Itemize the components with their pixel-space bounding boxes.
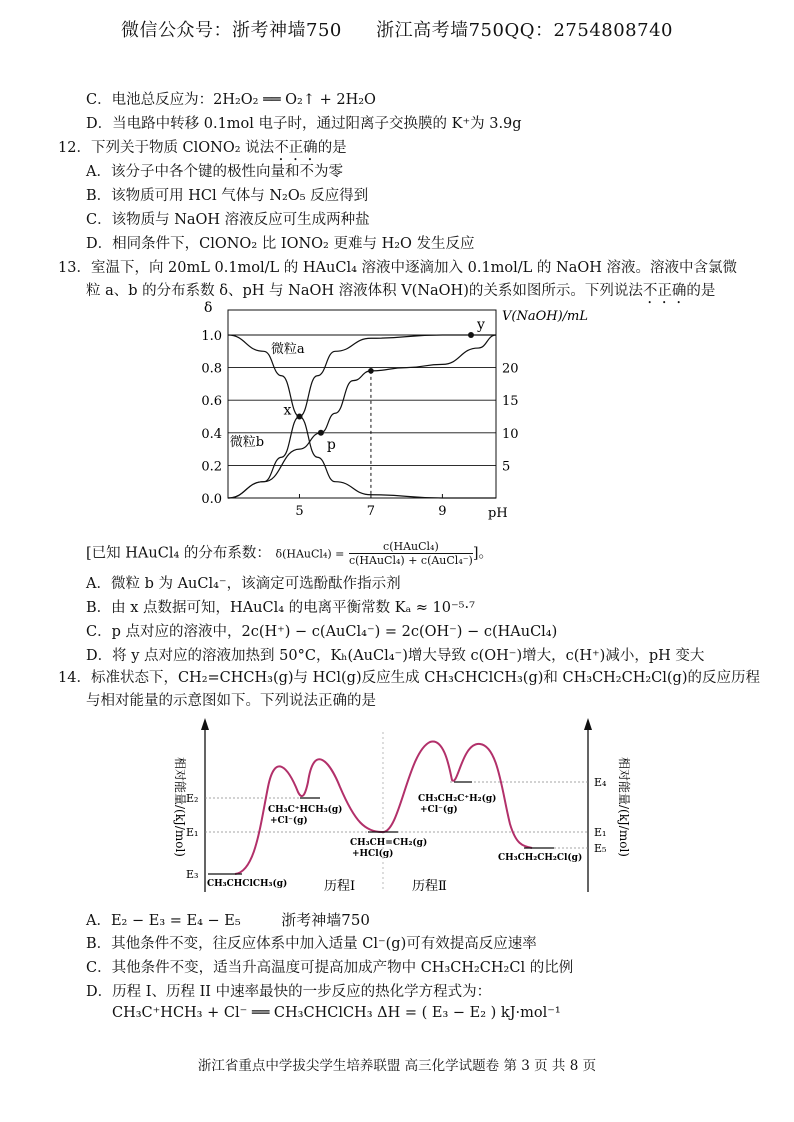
energy-diagram bbox=[150, 712, 640, 902]
species-label: CH₃CH₂CH₂Cl(g) bbox=[498, 853, 583, 863]
q12-stem-post: 的是 bbox=[317, 140, 347, 156]
q12-stem-emphasis: 不正确 bbox=[274, 140, 318, 156]
q14-option-a-text: A．E₂ − E₃ = E₄ − E₅ bbox=[86, 913, 241, 929]
q14-stem-line2: 与相对能量的示意图如下。下列说法正确的是 bbox=[86, 693, 376, 709]
q14-option-c: C．其他条件不变，适当升高温度可提高加成产物中 CH₃CH₂CH₂Cl 的比例 bbox=[86, 960, 574, 976]
y-tick-label: 0.8 bbox=[201, 361, 222, 377]
q13-known bbox=[86, 540, 493, 567]
species-label: CH₃CH₂C⁺H₂(g) bbox=[418, 794, 497, 804]
q13-known-pre: [已知 HAuCl₄ 的分布系数： bbox=[86, 545, 271, 562]
chart-frame bbox=[228, 310, 496, 498]
left-axis-arrow-icon bbox=[201, 718, 209, 730]
y-tick-label: 0.0 bbox=[201, 492, 222, 507]
species-label: CH₃CH=CH₂(g) bbox=[350, 838, 428, 848]
left-level-label: E₃ bbox=[186, 868, 199, 881]
point-label-x: x bbox=[283, 402, 292, 419]
q13-stem-post: 的是 bbox=[686, 283, 716, 299]
right-level-label: E₅ bbox=[594, 842, 607, 855]
q13-option-c: C．p 点对应的溶液中，2c(H⁺) − c(AuCl₄⁻) = 2c(OH⁻) − c(HAuCl₄) bbox=[86, 624, 558, 640]
q13-known-numerator: c(HAuCl₄) bbox=[349, 540, 473, 554]
species-label: +HCl(g) bbox=[352, 849, 394, 859]
energy-ylabel-left: 相对能量/(kJ/mol) bbox=[173, 757, 187, 857]
path-label-1: 历程Ⅰ bbox=[324, 879, 356, 894]
right-axis-arrow-icon bbox=[584, 718, 592, 730]
q14-option-a bbox=[86, 910, 370, 931]
point-p bbox=[318, 430, 324, 436]
q14-stem-line1: 14．标准状态下，CH₂=CHCH₃(g)与 HCl(g)反应生成 CH₃CHClCH₃(g)和 CH₃CH₂CH₂Cl(g)的反应历程 bbox=[58, 670, 760, 686]
q13-known-lhs: δ(HAuCl₄) = bbox=[275, 547, 345, 561]
y2-axis-label: V(NaOH)/mL bbox=[502, 309, 588, 324]
x-tick-label: 7 bbox=[366, 504, 376, 519]
q12-stem bbox=[58, 138, 347, 164]
q13-option-b: B．由 x 点数据可知，HAuCl₄ 的电离平衡常数 Kₐ ≈ 10⁻⁵·⁷ bbox=[86, 600, 475, 616]
q13-stem-line1: 13．室温下，向 20mL 0.1mol/L 的 HAuCl₄ 溶液中逐滴加入 0.1mol/L 的 NaOH 溶液。溶液中含氯微 bbox=[58, 260, 738, 276]
q14-option-d-equation: CH₃C⁺HCH₃ + Cl⁻ ══ CH₃CHClCH₃ ΔH = ( E₃ − E₂ ) kJ·mol⁻¹ bbox=[112, 1005, 561, 1021]
q12-option-b: B．该物质可用 HCl 气体与 N₂O₅ 反应得到 bbox=[86, 188, 369, 204]
series-line-3 bbox=[228, 335, 496, 498]
point-label-y: y bbox=[476, 317, 485, 333]
point-label-p: p bbox=[326, 436, 336, 453]
point-x bbox=[296, 414, 302, 420]
q13-known-fraction bbox=[349, 540, 473, 567]
y2-tick-label: 5 bbox=[502, 459, 511, 475]
y2-tick-label: 10 bbox=[502, 426, 519, 442]
q13-known-denominator: c(HAuCl₄) + c(AuCl₄⁻) bbox=[348, 554, 473, 567]
watermark-text: 浙考神墙750 bbox=[281, 911, 370, 929]
q13-option-a: A．微粒 b 为 AuCl₄⁻，该滴定可选酚酞作指示剂 bbox=[86, 576, 401, 592]
q11-option-d: D．当电路中转移 0.1mol 电子时，通过阳离子交换膜的 K⁺为 3.9g bbox=[86, 116, 522, 132]
q12-option-a: A．该分子中各个键的极性向量和不为零 bbox=[86, 164, 343, 180]
right-level-label: E₄ bbox=[594, 776, 607, 789]
distribution-chart bbox=[196, 300, 626, 528]
x-axis-label: pH bbox=[488, 506, 508, 521]
y2-tick-label: 20 bbox=[502, 361, 519, 377]
y-axis-label: δ bbox=[204, 300, 213, 316]
y-tick-label: 0.4 bbox=[201, 426, 222, 442]
series-label-a: 微粒a bbox=[270, 341, 305, 357]
q13-known-post: ]。 bbox=[472, 545, 493, 562]
point-y bbox=[468, 332, 474, 338]
q14-option-d: D．历程 I、历程 II 中速率最快的一步反应的热化学方程式为： bbox=[86, 984, 492, 1000]
left-level-label: E₁ bbox=[186, 826, 199, 839]
species-label: CH₃CHClCH₃(g) bbox=[207, 879, 288, 889]
right-level-label: E₁ bbox=[594, 826, 607, 839]
q12-stem-pre: 12．下列关于物质 ClONO₂ 说法 bbox=[58, 140, 275, 156]
q13-stem-emphasis: 不正确 bbox=[642, 283, 687, 299]
page-footer: 浙江省重点中学拔尖学生培养联盟 高三化学试题卷 第 3 页 共 8 页 bbox=[197, 1058, 597, 1074]
species-label: +Cl⁻(g) bbox=[420, 805, 458, 815]
species-label: +Cl⁻(g) bbox=[270, 816, 308, 826]
y-tick-label: 0.2 bbox=[201, 459, 222, 475]
guide-point bbox=[368, 368, 374, 374]
page-header bbox=[0, 16, 794, 42]
header-wechat: 微信公众号：浙考神墙750 bbox=[121, 20, 342, 41]
q13-stem-pre: 粒 a、b 的分布系数 δ、pH 与 NaOH 溶液体积 V(NaOH)的关系如图所示。下列说法 bbox=[86, 283, 643, 299]
series-label-b: 微粒b bbox=[229, 434, 265, 450]
left-level-label: E₂ bbox=[186, 792, 199, 805]
q14-option-b: B．其他条件不变，往反应体系中加入适量 Cl⁻(g)可有效提高反应速率 bbox=[86, 936, 537, 952]
q11-option-c: C．电池总反应为：2H₂O₂ ══ O₂↑ + 2H₂O bbox=[86, 92, 376, 108]
y2-tick-label: 15 bbox=[502, 394, 519, 410]
y-tick-label: 1.0 bbox=[201, 329, 222, 344]
x-tick-label: 5 bbox=[295, 504, 304, 519]
species-label: CH₃C⁺HCH₃(g) bbox=[268, 805, 343, 815]
q12-option-d: D．相同条件下，ClONO₂ 比 IONO₂ 更难与 H₂O 发生反应 bbox=[86, 236, 475, 252]
header-qq: 浙江高考墙750QQ：2754808740 bbox=[376, 20, 673, 41]
x-tick-label: 9 bbox=[438, 504, 447, 519]
q13-option-d: D．将 y 点对应的溶液加热到 50°C，Kₕ(AuCl₄⁻)增大导致 c(OH⁻)增大，c(H⁺)减小，pH 变大 bbox=[86, 648, 705, 664]
energy-ylabel-right: 相对能量/(kJ/mol) bbox=[617, 757, 631, 857]
q12-option-c: C．该物质与 NaOH 溶液反应可生成两种盐 bbox=[86, 212, 370, 228]
y-tick-label: 0.6 bbox=[201, 394, 222, 410]
path-label-2: 历程Ⅱ bbox=[412, 879, 447, 894]
